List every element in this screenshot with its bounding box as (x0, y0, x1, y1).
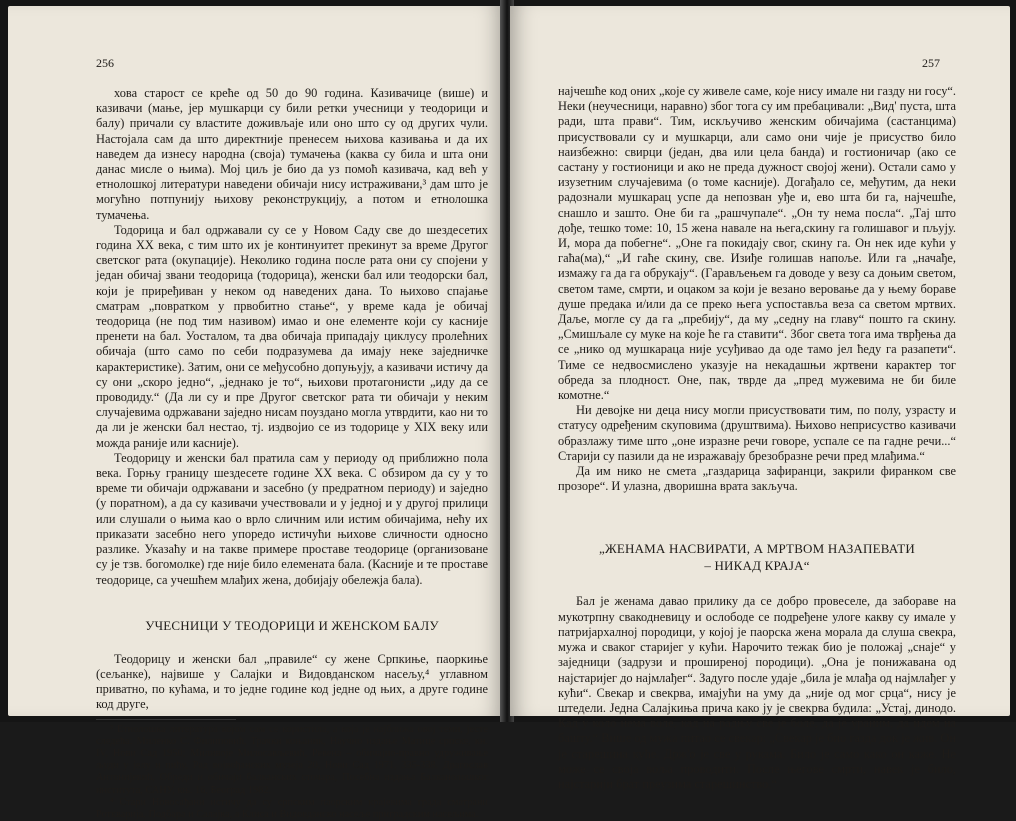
heading-line-1: „ЖЕНАМА НАСВИРАТИ, А МРТВОМ НАЗАПЕВАТИ (599, 541, 915, 557)
paragraph: Да им нико не смета „газдарица зафиранци, закрили фиранком све прозоре“. И улазна, дворишна врата закључа. (558, 464, 956, 494)
paragraph: Теодорицу и женски бал пратила сам у периоду од приближно пола века. Горњу границу шездесете године XX века. С обзиром да су у то време ти обичаји одржавани и засебно (у предратном периоду) и заједно (у поратном), а да су казивачи учествовали и у једној и у другој прилици или слушали о њима као о врло сличним или истим обичајима, нећу их приказати засебно него упоредо истичући њихове сличности односно разлике. Указаћу и на такве примере проставе теодорице (организоване су је тзв. богомолке) где није било елемената бала. (Касније и те проставе теодорице, са учешћем млађих жена, добијају обележја бала). (96, 450, 488, 587)
paragraph: Бал је женама давао прилику да се добро провеселе, да забораве на мукотрпну свакодневицу и ослободе се подређене улоге какву су имале у патријархалној породици, у којој је паорска жена морала да слуша свекра, мужа и сваког старијег у кући. Нарочито тежак био је положај „снаје“ у заједници (задрузи и проширеној породици). „Она је понижавана од најстаријег до најмлађег“. Задуго после удаје „била је млађа од најмлађег у кући“. Свекар и свекрва, имајући на уму да „није од мог срца“, нису је штедели. Једна Салајкиња прича како ју је свекрва будила: „Устај, динодо. Кад у коло нема воле, кад на радњу све је боле, да је ураним, да идем на башту.“ Више од мужа питао се свекар: „Свекар је био газда док је жив. Он је старешина куће. Држ'о је све у рукама. Било је само како он каже. Не може се своја воља проводити. После његове смрти, навек је било, најстарији брат преузима старешинство.“ (558, 594, 956, 791)
page-number-left: 256 (96, 56, 114, 70)
page-number-right: 257 (922, 56, 940, 70)
footnote-divider (96, 719, 236, 720)
right-page-body (558, 84, 956, 792)
paragraph: Теодорицу и женски бал „правиле“ су жене Српкиње, паоркиње (сељанке), највише у Салајки и Видовданском насељу,⁴ углавном приватно, по кућама, и то једне године код једне од њих, а друге године код друге, (96, 651, 488, 712)
left-page-body (96, 86, 488, 821)
footnote-3: ³ Етнолошка литература којом сам се користила, а која је најближа овој теми, јесте следећа: Миленко С. Филиповић, Трачки коњаник, Научно издање Матице српске, кн. IV, Нови Сад 1950; Миливоје Милосављевић, Ревена – обичајно-правно удруживање људи у јелу и пићу, Рад војвођанских музеја 20, Нови Сад 1971, 335-338. Драгослав Антонијевић, Обреди и обичаји балканских сточара, Посебна издања Балканолошког института, САНУ, књ. 16, Београд 1982. (96, 723, 488, 796)
footnotes (96, 724, 488, 821)
footnote-4: ⁴ Стари Новосађани истичу да су српским паорским крајевима града сматрани Роткварија, Подбара и Салајка, а Клиса и Видовданско насеље приградским насељима. (96, 796, 488, 820)
paragraph: Тодорица и бал одржавали су се у Новом Саду све до шездесетих година XX века, с тим што их је континуитет прекинут за време Другог светског рата (окупације). Неколико година после рата они су спојени у један обичај звани теодорица (тодорица), женски бал или теодорски бал, који је приређиван у неком од наведених дана. То њихово спајање сматрам „повратком у првобитно стање“, у време када је обичај теодорица (не под тим називом) имао и оне елементе који су касније пренети на бал. Уосталом, та два обичаја припадају циклусу пролећних обичаја (што само по себи подразумева да имају неке заједничке карактеристике). Затим, они се међусобно допуњују, а казивачи истичу да су они „скоро једно“, „једнако је то“, њихови протагонисти „иду да се проводиду.“ (Да ли су и пре Другог светског рата ти обичаји у неким случајевима одржавани заједно нисам поуздано могла утврдити, као ни то да ли је женски бал нестао, тј. издвојио се из тодорице у XIX веку или можда раније или касније). (96, 222, 488, 450)
right-page (510, 6, 1010, 791)
paragraph: најчешће код оних „које су живеле саме, које нису имале ни газду ни госу“. Неки (неучесници, наравно) због тога су им пребацивали: „Вид' пуста, шта ради, шта прави“. Тим, искључиво женским обичајима (састанцима) присуствовали су и мушкарци, али само они чије је присуство било наизбежно: свирци (један, два или цела банда) и гостионичар (ако се састану у гостионици и ако не преда дужност својој жени). Остали само у изузетним случајевима (о томе касније). Догађало се, међутим, да неки радознали мушкарац успе да непозван уђе и, ево шта би га, најчешће, снашло и зашто. Оне би га „рашчупале“. „Он ту нема посла“. „Тај што дође, тешко томе: 10, 15 жена навале на њега,скину га голишавог и пљују. И, мора да побегне“. „Оне га покидају свог, скину га. Он нек иде кући у гаћа(ма),“ „И гаће скину, све. Изиђе голишав напоље. Или га „начађе, измажу га да га обрукају“. (Гарављењем га доводе у везу са доњим светом, светом таме, смрти, и оцаком за који је везано веровање да у њему боравe душе предака и/или да се преко њега успоставља веза са светом мртвих. Даље, могле су да га „пребију“, да му „седну на главу“ пошто га скину. „Смишљале су муке на које ће га ставити“. Због света тога има тврђења да се „нико од мушкараца није усуђивао да оде тамо јел ћеду га разапети“. Тиме се недвосмислено указује на некадашњи жртвени карактер тог обреда за плодност. Оне, пак, тврде да „пред мужевима не би биле комотне.“ (558, 84, 956, 403)
section-heading (558, 540, 956, 574)
paragraph: Ни девојке ни деца нису могли присуствовати тим, по полу, узрасту и статусу одређеним скуповима (друштвима). Њихово неприсуство казивачи образлажу тиме што „оне изразне речи говоре, успале се па гадне речи...“ Старији су пазили да не изражавају брезобразне речи пред млађима.“ (558, 403, 956, 463)
heading-line-2: – НИКАД КРАЈА“ (704, 558, 810, 574)
paragraph: хова старост се креће од 50 до 90 година. Казивачице (више) и казивачи (мање, јер мушкарци су били ретки учесници у теодорици и балу) причали су властите доживљаје или оно што су од других чули. Настојала сам да што директније пренесем њихова казивања и да их наведем да изнесу народна (своја) тумачења (каква су била и шта они данас мисле о њима). Мој циљ је био да уз помоћ казивача, кад већ у етнолошкој литератури наведени обичаји нису истраживани,³ дам што је могућно потпунију њихову реконструкцију, а потом и етнолошка тумачења. (96, 86, 488, 222)
section-heading: УЧЕСНИЦИ У ТЕОДОРИЦИ И ЖЕНСКОМ БАЛУ (145, 617, 439, 633)
left-page (8, 6, 503, 820)
